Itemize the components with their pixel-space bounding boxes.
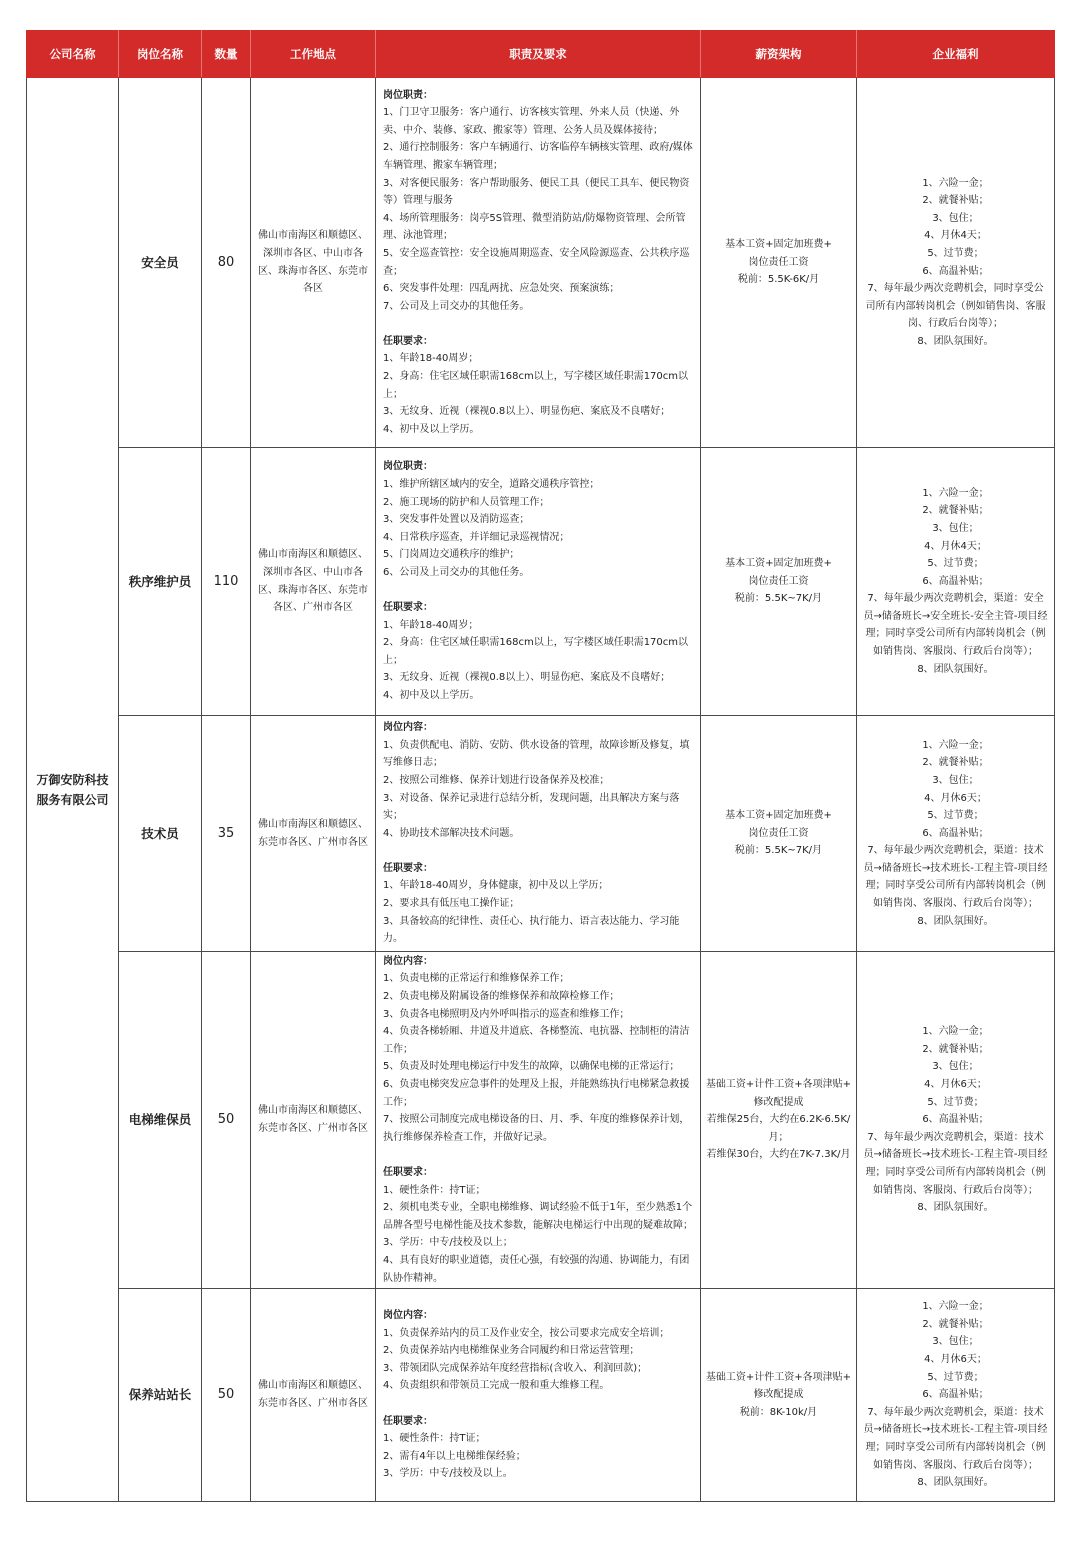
benefit-item: 1、六险一金； <box>922 1026 989 1038</box>
requirement-item: 1、年龄18-40周岁； <box>383 353 479 365</box>
position-name: 技术员 <box>119 716 202 952</box>
duty-item: 3、对设备、保养记录进行总结分析，发现问题，出具解决方案与落实； <box>383 792 680 822</box>
header-count: 数量 <box>202 31 251 78</box>
requirement-item: 2、要求具有低压电工操作证； <box>383 898 520 910</box>
requirement-item: 3、无纹身、近视（裸视0.8以上）、明显伤疤、案底及不良嗜好； <box>383 406 671 418</box>
salary-line: 基础工资+计件工资+各项津贴+ <box>705 1079 852 1091</box>
position-name: 电梯维保员 <box>119 952 202 1289</box>
benefits-cell <box>857 952 1055 1289</box>
requirement-item: 3、学历：中专/技校及以上。 <box>383 1468 513 1480</box>
duty-item: 4、日常秩序巡查，并详细记录巡视情况； <box>383 531 570 543</box>
duty-item: 7、公司及上司交办的其他任务。 <box>383 300 530 312</box>
requirement-item: 3、无纹身、近视（裸视0.8以上）、明显伤疤、案底及不良嗜好； <box>383 672 671 684</box>
table-row <box>27 448 1055 716</box>
duty-item: 2、通行控制服务：客户车辆通行、访客临停车辆核实管理、政府/媒体车辆管理、搬家车辆管理； <box>383 142 693 171</box>
duty-item: 1、门卫守卫服务：客户通行、访客核实管理、外来人员（快递、外卖、中介、装修、家政、搬家等）管理、公务人员及媒体接待； <box>383 107 680 136</box>
benefit-item: 3、包住； <box>932 212 979 224</box>
salary-cell <box>701 448 857 716</box>
benefit-item: 3、包住； <box>932 1061 979 1073</box>
duty-item: 6、公司及上司交办的其他任务。 <box>383 566 530 578</box>
requirement-item: 1、年龄18-40周岁，身体健康，初中及以上学历； <box>383 880 609 892</box>
work-location: 佛山市南海区和顺德区、东莞市各区、广州市各区 <box>251 1289 376 1502</box>
requirement-item: 2、身高：住宅区域任职需168cm以上，写字楼区域任职需170cm以上； <box>383 371 689 400</box>
duty-item: 4、协助技术部解决技术问题。 <box>383 827 520 839</box>
section-gap <box>383 1395 696 1413</box>
duties-cell <box>376 716 701 952</box>
salary-line: 税前：5.5K-6K/月 <box>737 274 820 286</box>
duty-item: 3、对客便民服务：客户帮助服务、便民工具（便民工具车、便民物资等）管理与服务 <box>383 177 690 207</box>
salary-line: 岗位责任工资 <box>748 827 809 839</box>
duty-title: 岗位内容： <box>383 955 433 967</box>
salary-line: 修改配提成 <box>753 1096 804 1108</box>
duty-item: 6、负责电梯突发应急事件的处理及上报，并能熟练执行电梯紧急救援工作； <box>383 1079 690 1108</box>
benefit-item: 3、包住； <box>932 774 979 786</box>
benefit-item: 6、高温补贴； <box>922 575 989 587</box>
benefit-item: 1、六险一金； <box>922 177 989 189</box>
table-row <box>27 1289 1055 1502</box>
benefit-item: 2、就餐补贴； <box>922 1318 989 1330</box>
duty-title: 岗位职责： <box>383 461 433 473</box>
header-row <box>27 31 1055 78</box>
salary-cell <box>701 952 857 1289</box>
benefit-item: 8、团队氛围好。 <box>917 1477 994 1489</box>
table-row <box>27 952 1055 1289</box>
salary-line: 税前：5.5K~7K/月 <box>734 593 823 605</box>
benefit-item: 5、过节费； <box>927 558 984 570</box>
requirement-title: 任职要求： <box>383 862 433 874</box>
requirement-title: 任职要求： <box>383 602 433 614</box>
benefit-item: 1、六险一金； <box>922 487 989 499</box>
duties-cell <box>376 952 701 1289</box>
benefit-item: 4、月休4天； <box>924 540 987 552</box>
requirement-item: 3、具备较高的纪律性、责任心、执行能力、语言表达能力、学习能力。 <box>383 915 680 945</box>
requirement-title: 任职要求： <box>383 335 433 347</box>
benefit-item: 8、团队氛围好。 <box>917 335 994 347</box>
benefit-item: 5、过节费； <box>927 810 984 822</box>
requirement-item: 1、年龄18-40周岁； <box>383 619 479 631</box>
requirement-item: 2、身高：住宅区域任职需168cm以上，写字楼区域任职需170cm以上； <box>383 637 689 666</box>
position-count: 35 <box>202 716 251 952</box>
work-location: 佛山市南海区和顺德区、东莞市各区、广州市各区 <box>251 952 376 1289</box>
header-location: 工作地点 <box>251 31 376 78</box>
benefits-cell <box>857 448 1055 716</box>
benefit-item: 5、过节费； <box>927 1371 984 1383</box>
benefit-item: 5、过节费； <box>927 247 984 259</box>
header-salary: 薪资架构 <box>701 31 857 78</box>
salary-cell <box>701 1289 857 1502</box>
header-company: 公司名称 <box>27 31 119 78</box>
header-duties: 职责及要求 <box>376 31 701 78</box>
salary-line: 修改配提成 <box>753 1389 804 1401</box>
benefit-item: 3、包住； <box>932 1336 979 1348</box>
requirement-item: 3、学历：中专/技校及以上； <box>383 1237 513 1249</box>
duty-item: 7、按照公司制度完成电梯设备的日、月、季、年度的维修保养计划，执行维修保养检查工作，并做好记录。 <box>383 1114 690 1143</box>
benefit-item: 2、就餐补贴； <box>922 195 989 207</box>
position-count: 80 <box>202 78 251 448</box>
benefit-item: 4、月休6天； <box>924 792 987 804</box>
section-gap <box>383 582 696 600</box>
requirement-item: 1、硬性条件：持T证； <box>383 1433 486 1445</box>
requirement-item: 2、需有4年以上电梯维保经验； <box>383 1450 526 1462</box>
benefit-item: 6、高温补贴； <box>922 1389 989 1401</box>
position-count: 110 <box>202 448 251 716</box>
benefit-item: 4、月休6天； <box>924 1079 987 1091</box>
benefits-cell <box>857 78 1055 448</box>
recruitment-table <box>26 30 1055 1502</box>
benefit-item: 1、六险一金； <box>922 1301 989 1313</box>
duty-item: 5、安全巡查管控：安全设施周期巡查、安全风险源巡查、公共秩序巡查； <box>383 247 690 277</box>
duty-title: 岗位内容： <box>383 1310 433 1322</box>
duty-item: 5、负责及时处理电梯运行中发生的故障，以确保电梯的正常运行； <box>383 1061 680 1073</box>
benefit-item: 8、团队氛围好。 <box>917 1202 994 1214</box>
salary-line: 岗位责任工资 <box>748 256 809 268</box>
duty-item: 6、突发事件处理：四乱两扰、应急处突、预案演练； <box>383 283 620 295</box>
duty-item: 1、负责保养站内的员工及作业安全，按公司要求完成安全培训； <box>383 1327 670 1339</box>
benefit-item: 7、每年最少两次竞聘机会，渠道：技术员→储备班长→技术班长-工程主管-项目经理；同时享受公司所有内部转岗机会（例如销售岗、客服岗、行政后台岗等）； <box>863 1406 1048 1471</box>
section-gap <box>383 842 696 860</box>
salary-cell <box>701 78 857 448</box>
company-name: 万御安防科技服务有限公司 <box>27 78 119 1502</box>
benefit-item: 4、月休6天； <box>924 1354 987 1366</box>
duty-item: 1、负责电梯的正常运行和维修保养工作； <box>383 973 570 985</box>
header-position: 岗位名称 <box>119 31 202 78</box>
duty-item: 3、负责各电梯照明及内外呼叫指示的巡查和维修工作； <box>383 1008 630 1020</box>
work-location: 佛山市南海区和顺德区、东莞市各区、广州市各区 <box>251 716 376 952</box>
duty-item: 3、突发事件处置以及消防巡查； <box>383 514 530 526</box>
position-count: 50 <box>202 1289 251 1502</box>
requirement-item: 4、具有良好的职业道德，责任心强，有较强的沟通、协调能力，有团队协作精神。 <box>383 1254 690 1284</box>
duties-cell <box>376 78 701 448</box>
requirement-title: 任职要求： <box>383 1166 433 1178</box>
benefit-item: 6、高温补贴； <box>922 827 989 839</box>
salary-line: 税前：8K-10k/月 <box>739 1406 818 1418</box>
salary-line: 岗位责任工资 <box>748 575 809 587</box>
table-row <box>27 78 1055 448</box>
section-gap <box>383 1146 696 1164</box>
duty-item: 4、场所管理服务：岗亭5S管理、微型消防站/防爆物资管理、会所管理、泳池管理； <box>383 212 686 242</box>
benefit-item: 7、每年最少两次竞聘机会，同时享受公司所有内部转岗机会（例如销售岗、客服岗、行政后台岗等）； <box>865 283 1046 330</box>
duties-cell <box>376 448 701 716</box>
table-row <box>27 716 1055 952</box>
duty-item: 4、负责各梯轿厢、井道及井道底、各梯整流、电抗器、控制柜的清洁工作； <box>383 1026 690 1055</box>
requirement-item: 1、硬性条件：持T证； <box>383 1184 486 1196</box>
benefit-item: 8、团队氛围好。 <box>917 915 994 927</box>
benefit-item: 3、包住； <box>932 522 979 534</box>
duty-item: 5、门岗周边交通秩序的维护； <box>383 549 520 561</box>
requirement-title: 任职要求： <box>383 1415 433 1427</box>
benefit-item: 7、每年最少两次竞聘机会，渠道：安全员→储备班长→安全班长-安全主管-项目经理；同时享受公司所有内部转岗机会（例如销售岗、客服岗、行政后台岗等）； <box>863 593 1048 658</box>
work-location: 佛山市南海区和顺德区、深圳市各区、中山市各区、珠海市各区、东莞市各区 <box>251 78 376 448</box>
requirement-item: 4、初中及以上学历。 <box>383 690 480 702</box>
header-benefits: 企业福利 <box>857 31 1055 78</box>
salary-line: 基础工资+计件工资+各项津贴+ <box>705 1371 852 1383</box>
salary-cell <box>701 716 857 952</box>
benefit-item: 4、月休4天； <box>924 230 987 242</box>
duty-item: 2、按照公司维修、保养计划进行设备保养及校准； <box>383 774 610 786</box>
salary-line: 基本工资+固定加班费+ <box>725 558 832 570</box>
benefit-item: 6、高温补贴； <box>922 265 989 277</box>
benefit-item: 7、每年最少两次竞聘机会，渠道：技术员→储备班长→技术班长-工程主管-项目经理；同时享受公司所有内部转岗机会（例如销售岗、客服岗、行政后台岗等）； <box>863 845 1048 910</box>
duty-item: 1、维护所辖区域内的安全，道路交通秩序管控； <box>383 478 600 490</box>
duty-title: 岗位职责： <box>383 89 433 101</box>
duty-item: 1、负责供配电、消防、安防、供水设备的管理，故障诊断及修复，填写维修日志； <box>383 739 690 769</box>
position-name: 安全员 <box>119 78 202 448</box>
benefits-cell <box>857 1289 1055 1502</box>
duty-item: 3、带领团队完成保养站年度经营指标(含收入、利润回款)； <box>383 1362 648 1374</box>
section-gap <box>383 315 696 333</box>
duty-item: 2、负责电梯及附属设备的维修保养和故障检修工作； <box>383 991 620 1003</box>
benefit-item: 7、每年最少两次竞聘机会，渠道：技术员→储备班长→技术班长-工程主管-项目经理；同时享受公司所有内部转岗机会（例如销售岗、客服岗、行政后台岗等）； <box>863 1131 1048 1196</box>
salary-line: 基本工资+固定加班费+ <box>725 810 832 822</box>
benefit-item: 2、就餐补贴； <box>922 757 989 769</box>
duty-item: 2、施工现场的防护和人员管理工作； <box>383 496 550 508</box>
benefits-cell <box>857 716 1055 952</box>
requirement-item: 4、初中及以上学历。 <box>383 423 480 435</box>
position-name: 秩序维护员 <box>119 448 202 716</box>
requirement-item: 2、须机电类专业，全职电梯维修、调试经验不低于1年，至少熟悉1个品牌各型号电梯性能及技术参数，能解决电梯运行中出现的疑难故障； <box>383 1202 693 1231</box>
position-name: 保养站站长 <box>119 1289 202 1502</box>
benefit-item: 8、团队氛围好。 <box>917 663 994 675</box>
salary-line: 若维保25台，大约在6.2K-6.5K/月； <box>706 1114 851 1143</box>
duty-item: 2、负责保养站内电梯维保业务合同履约和日常运营管理； <box>383 1345 640 1357</box>
benefit-item: 2、就餐补贴； <box>922 505 989 517</box>
work-location: 佛山市南海区和顺德区、深圳市各区、中山市各区、珠海市各区、东莞市各区、广州市各区 <box>251 448 376 716</box>
salary-line: 基本工资+固定加班费+ <box>725 239 832 251</box>
benefit-item: 2、就餐补贴； <box>922 1043 989 1055</box>
duty-item: 4、负责组织和带领员工完成一般和重大维修工程。 <box>383 1380 610 1392</box>
benefit-item: 1、六险一金； <box>922 739 989 751</box>
duties-cell <box>376 1289 701 1502</box>
salary-line: 税前：5.5K~7K/月 <box>734 845 823 857</box>
position-count: 50 <box>202 952 251 1289</box>
duty-title: 岗位内容： <box>383 722 433 734</box>
benefit-item: 6、高温补贴； <box>922 1114 989 1126</box>
benefit-item: 5、过节费； <box>927 1096 984 1108</box>
salary-line: 若维保30台，大约在7K-7.3K/月 <box>706 1149 851 1161</box>
